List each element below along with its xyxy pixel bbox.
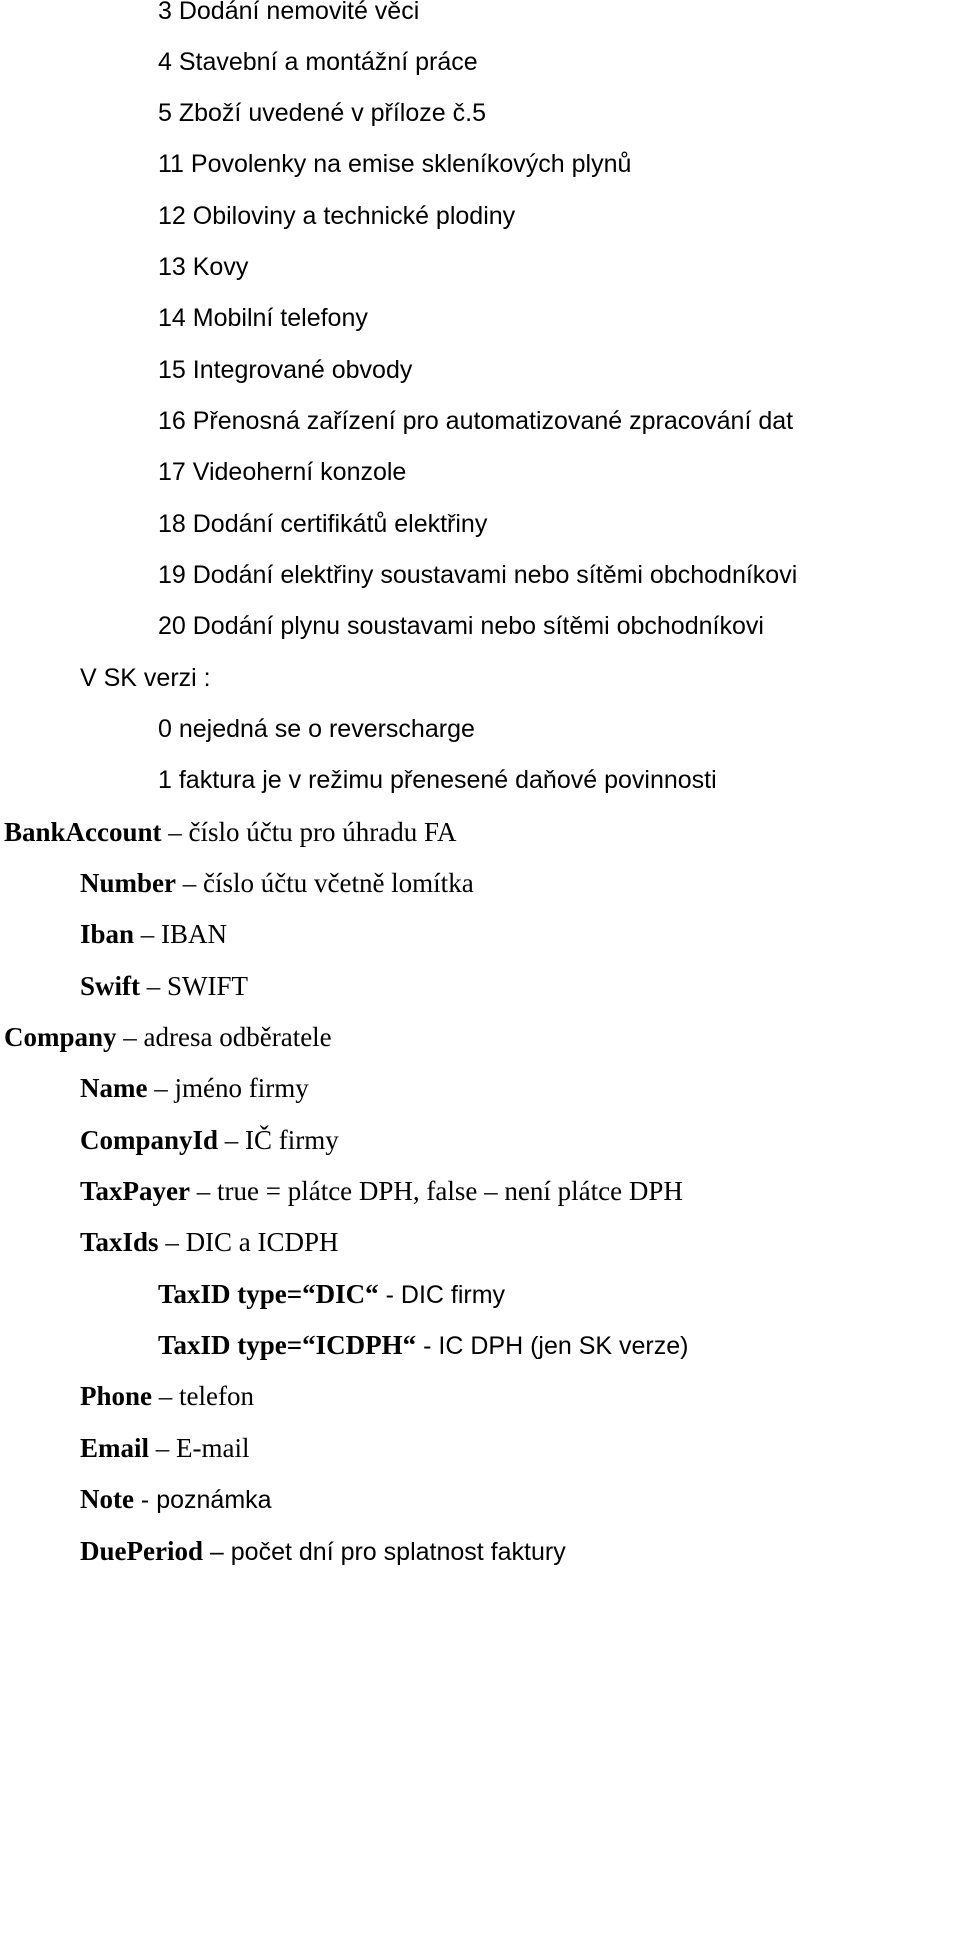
taxid-icdph-entry <box>158 1329 688 1362</box>
field-desc: - IC DPH (jen SK verze) <box>416 1332 689 1360</box>
field-desc: – IČ firmy <box>218 1125 339 1155</box>
company-note-entry <box>80 1483 272 1516</box>
sk-item-0: 0 nejedná se o reverscharge <box>158 715 475 743</box>
company-phone-entry <box>80 1380 254 1412</box>
field-desc: - DIC firmy <box>378 1281 506 1309</box>
sk-version-heading: V SK verzi : <box>80 664 211 692</box>
field-key: TaxID type=“DIC“ <box>158 1279 379 1309</box>
code-item-15: 15 Integrované obvody <box>158 356 413 384</box>
code-item-18: 18 Dodání certifikátů elektřiny <box>158 510 488 538</box>
field-desc: - poznámka <box>133 1486 272 1514</box>
code-item-13: 13 Kovy <box>158 253 249 281</box>
field-key: Email <box>80 1433 150 1463</box>
field-desc: – jméno firmy <box>147 1073 309 1103</box>
code-item-19: 19 Dodání elektřiny soustavami nebo sítěmi obchodníkovi <box>158 561 798 589</box>
company-email-entry <box>80 1432 250 1464</box>
field-desc: – SWIFT <box>140 971 248 1001</box>
field-key: Phone <box>80 1381 153 1411</box>
code-item-17: 17 Videoherní konzole <box>158 458 407 486</box>
field-key: TaxIds <box>80 1227 159 1257</box>
field-key: Iban <box>80 919 135 949</box>
code-item-12: 12 Obiloviny a technické plodiny <box>158 202 516 230</box>
company-taxpayer-entry <box>80 1175 683 1207</box>
bank-number-entry <box>80 867 474 899</box>
company-entry <box>4 1021 332 1053</box>
bank-swift-entry <box>80 970 248 1002</box>
bank-account-entry <box>4 816 457 848</box>
company-name-entry <box>80 1072 309 1104</box>
field-key: TaxID type=“ICDPH“ <box>158 1330 417 1360</box>
field-desc: – IBAN <box>134 919 228 949</box>
field-desc: – E-mail <box>149 1433 250 1463</box>
code-item-3: 3 Dodání nemovité věci <box>158 0 420 25</box>
code-item-14: 14 Mobilní telefony <box>158 304 368 332</box>
field-desc: – číslo účtu včetně lomítka <box>176 868 474 898</box>
taxid-dic-entry <box>158 1278 505 1311</box>
field-key: Company <box>4 1022 117 1052</box>
field-desc: – telefon <box>152 1381 254 1411</box>
field-key: DuePeriod <box>80 1536 203 1566</box>
field-key: Number <box>80 868 176 898</box>
code-item-20: 20 Dodání plynu soustavami nebo sítěmi obchodníkovi <box>158 612 764 640</box>
field-key: Name <box>80 1073 148 1103</box>
company-taxids-entry <box>80 1226 339 1258</box>
field-key: CompanyId <box>80 1125 219 1155</box>
field-desc: – počet dní pro splatnost faktury <box>202 1538 566 1566</box>
bank-iban-entry <box>80 918 227 950</box>
code-item-16: 16 Přenosná zařízení pro automatizované zpracování dat <box>158 407 794 435</box>
code-item-11: 11 Povolenky na emise skleníkových plynů <box>158 150 632 178</box>
field-desc: – true = plátce DPH, false – není plátce DPH <box>190 1176 683 1206</box>
company-id-entry <box>80 1124 339 1156</box>
company-dueperiod-entry <box>80 1535 566 1568</box>
code-item-5: 5 Zboží uvedené v příloze č.5 <box>158 99 486 127</box>
field-key: Swift <box>80 971 140 1001</box>
field-desc: – DIC a ICDPH <box>158 1227 339 1257</box>
field-desc: – číslo účtu pro úhradu FA <box>161 817 457 847</box>
sk-item-1: 1 faktura je v režimu přenesené daňové povinnosti <box>158 766 717 794</box>
field-key: TaxPayer <box>80 1176 190 1206</box>
field-key: Note <box>80 1484 134 1514</box>
field-key: BankAccount <box>4 817 162 847</box>
field-desc: – adresa odběratele <box>116 1022 332 1052</box>
code-item-4: 4 Stavební a montážní práce <box>158 48 478 76</box>
